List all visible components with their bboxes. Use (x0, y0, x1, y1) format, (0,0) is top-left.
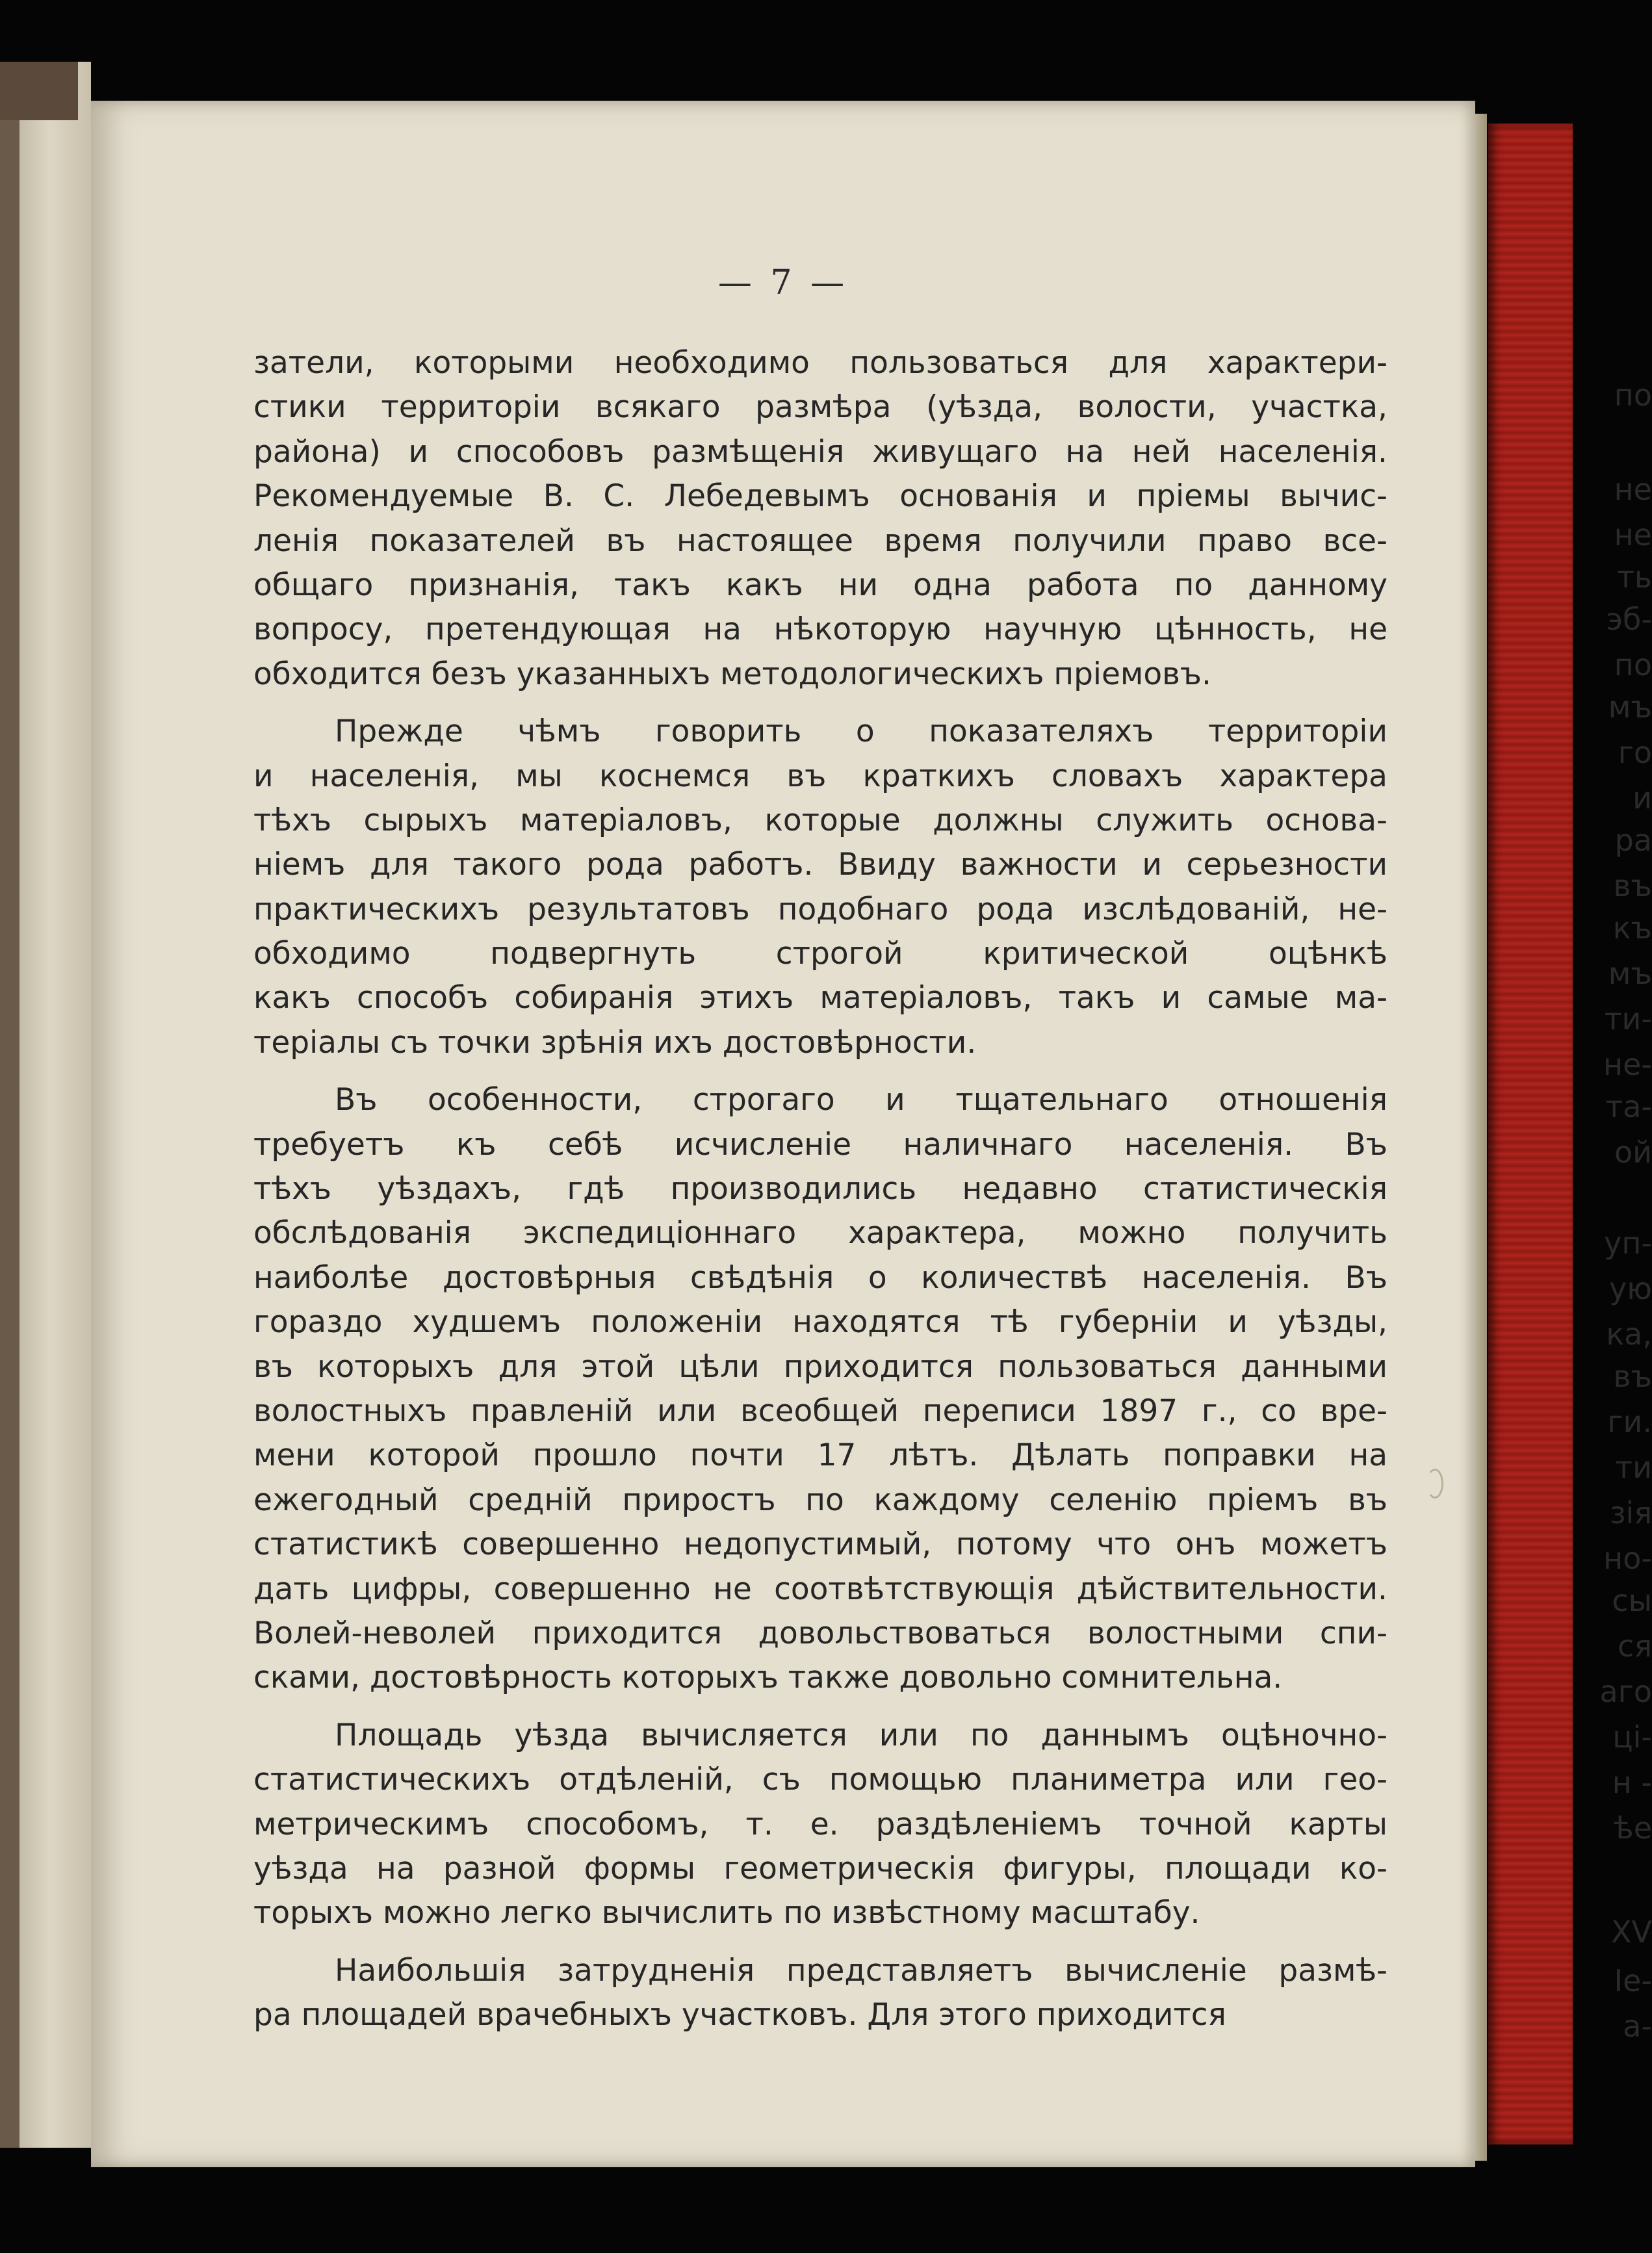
facing-page-fragment: ці- (1612, 1719, 1652, 1755)
text-line: обслѣдованія экспедиціоннаго характера, можно получить (253, 1215, 1387, 1252)
facing-page-fragment: ти (1615, 1450, 1652, 1485)
text-line: Рекомендуемые В. С. Лебедевымъ основанія и пріемы вычис- (253, 478, 1387, 515)
text-line: какъ способъ собиранія этихъ матеріаловъ, такъ и самые ма- (253, 980, 1387, 1016)
facing-page-fragment: къ (1612, 910, 1652, 946)
facing-page-fragment: мъ (1608, 956, 1652, 991)
red-book-cover (1488, 123, 1573, 2144)
book-page (91, 101, 1475, 2167)
facing-page-fragment: н - (1612, 1765, 1652, 1800)
facing-page-fragment: мъ (1608, 689, 1652, 725)
facing-page-fragment: зія (1610, 1495, 1652, 1530)
text-line: метрическимъ способомъ, т. е. раздѣленіемъ точной карты (253, 1806, 1387, 1842)
facing-page-fragment: по (1614, 378, 1652, 413)
facing-page-fragment: ка, (1606, 1317, 1652, 1352)
facing-page-fragment: ть (1617, 560, 1652, 595)
text-line: торыхъ можно легко вычислить по извѣстному масштабу. (253, 1895, 1200, 1931)
text-line: обходимо подвергнуть строгой критической оцѣнкѣ (253, 936, 1387, 972)
facing-page-fragment: сы (1612, 1583, 1652, 1618)
text-line: ленія показателей въ настоящее время получили право все- (253, 522, 1387, 559)
binding-mark (1426, 1469, 1443, 1499)
text-line: статистикѣ совершенно недопустимый, потому что онъ можетъ (253, 1526, 1387, 1563)
facing-page-fragment: эб- (1606, 602, 1652, 637)
text-line: въ которыхъ для этой цѣли приходится пользоваться данными (253, 1348, 1387, 1385)
facing-page-fragment: ра (1614, 823, 1652, 858)
facing-page-fragment: уп- (1604, 1226, 1652, 1261)
text-line: района) и способовъ размѣщенія живущаго на ней населенія. (253, 433, 1387, 470)
text-line: стики территоріи всякаго размѣра (уѣзда, волости, участка, (253, 389, 1387, 426)
facing-page-fragment: не- (1603, 1047, 1652, 1082)
text-line: тѣхъ уѣздахъ, гдѣ производились недавно статистическія (253, 1171, 1387, 1207)
text-line: волостныхъ правленій или всеобщей переписи 1897 г., со вре- (253, 1393, 1387, 1429)
facing-page-fragment: го (1618, 735, 1652, 770)
text-line: мени которой прошло почти 17 лѣтъ. Дѣлать поправки на (253, 1437, 1387, 1474)
facing-page-fragment: ти- (1604, 1001, 1652, 1036)
text-line: Площадь уѣзда вычисляется или по даннымъ оцѣночно- (335, 1717, 1387, 1753)
text-line: Въ особенности, строгаго и тщательнаго отношенія (335, 1082, 1387, 1118)
paragraph (253, 710, 1387, 1065)
facing-page-cover (0, 62, 19, 2148)
text-line: дать цифры, совершенно не соотвѣтствующія дѣйствительности. (253, 1571, 1387, 1607)
text-line: Наибольшія затрудненія представляетъ вычисленіе размѣ- (335, 1952, 1387, 1989)
facing-page-fragment: Ie- (1614, 1963, 1652, 1998)
text-line: затели, которыми необходимо пользоваться для характери- (253, 345, 1387, 381)
facing-page-fragment: ую (1609, 1271, 1652, 1306)
text-line: наиболѣе достовѣрныя свѣдѣнія о количествѣ населенія. Въ (253, 1259, 1387, 1296)
facing-page-fragment: въ (1613, 868, 1652, 903)
facing-page-fragment: и (1633, 780, 1652, 816)
facing-page-fragment: по (1614, 647, 1652, 682)
text-line: требуетъ къ себѣ исчисленіе наличнаго населенія. Въ (253, 1126, 1387, 1163)
facing-page-fragment: а- (1623, 2009, 1652, 2044)
page-number: — 7 — (717, 263, 849, 302)
text-line: уѣзда на разной формы геометрическія фигуры, площади ко- (253, 1850, 1387, 1886)
text-line: вопросу, претендующая на нѣкоторую научную цѣнность, не (253, 612, 1387, 648)
facing-page-fragment: ги. (1607, 1404, 1652, 1439)
text-line: ніемъ для такого рода работъ. Ввиду важности и серьезности (253, 847, 1387, 883)
facing-page-fragment: ѣе (1613, 1810, 1652, 1846)
facing-page-fragment: въ (1613, 1359, 1652, 1394)
paragraph (253, 1949, 1387, 2038)
page-text-body (253, 341, 1387, 2037)
facing-page-top-strip (0, 62, 78, 120)
facing-page-fragment: та- (1605, 1089, 1652, 1124)
text-line: гораздо худшемъ положеніи находятся тѣ губерніи и уѣзды, (253, 1304, 1387, 1341)
facing-page-fragment: но- (1603, 1541, 1652, 1576)
text-line: обходится безъ указанныхъ методологическихъ пріемовъ. (253, 656, 1211, 692)
text-line: практическихъ результатовъ подобнаго рода изслѣдованій, не- (253, 891, 1387, 927)
text-line: Прежде чѣмъ говорить о показателяхъ территоріи (335, 714, 1387, 750)
text-line: и населенія, мы коснемся въ краткихъ словахъ характера (253, 758, 1387, 794)
paragraph (253, 1714, 1387, 1936)
facing-page-fragment: ой (1614, 1135, 1652, 1170)
facing-page-fragment: XV (1611, 1914, 1652, 1950)
text-line: статистическихъ отдѣленій, съ помощью планиметра или гео- (253, 1762, 1387, 1798)
text-line: общаго признанія, такъ какъ ни одна работа по данному (253, 567, 1387, 603)
facing-page-fragment: ся (1618, 1629, 1652, 1664)
facing-page-fragment: не (1614, 472, 1652, 507)
facing-page-fragment: аго (1599, 1674, 1652, 1709)
text-line: тѣхъ сырыхъ матеріаловъ, которые должны служить основа- (253, 802, 1387, 838)
text-line: ежегодный средній приростъ по каждому селенію пріемъ въ (253, 1482, 1387, 1518)
text-line: ра площадей врачебныхъ участковъ. Для этого приходится (253, 1997, 1226, 2033)
text-line: сками, достовѣрность которыхъ также довольно сомнительна. (253, 1660, 1283, 1696)
facing-page-fragment: не (1614, 517, 1652, 552)
text-line: Волей-неволей приходится довольствоваться волостными спи- (253, 1615, 1387, 1651)
text-line: теріалы съ точки зрѣнія ихъ достовѣрности. (253, 1024, 977, 1061)
paragraph (253, 341, 1387, 697)
paragraph (253, 1078, 1387, 1700)
